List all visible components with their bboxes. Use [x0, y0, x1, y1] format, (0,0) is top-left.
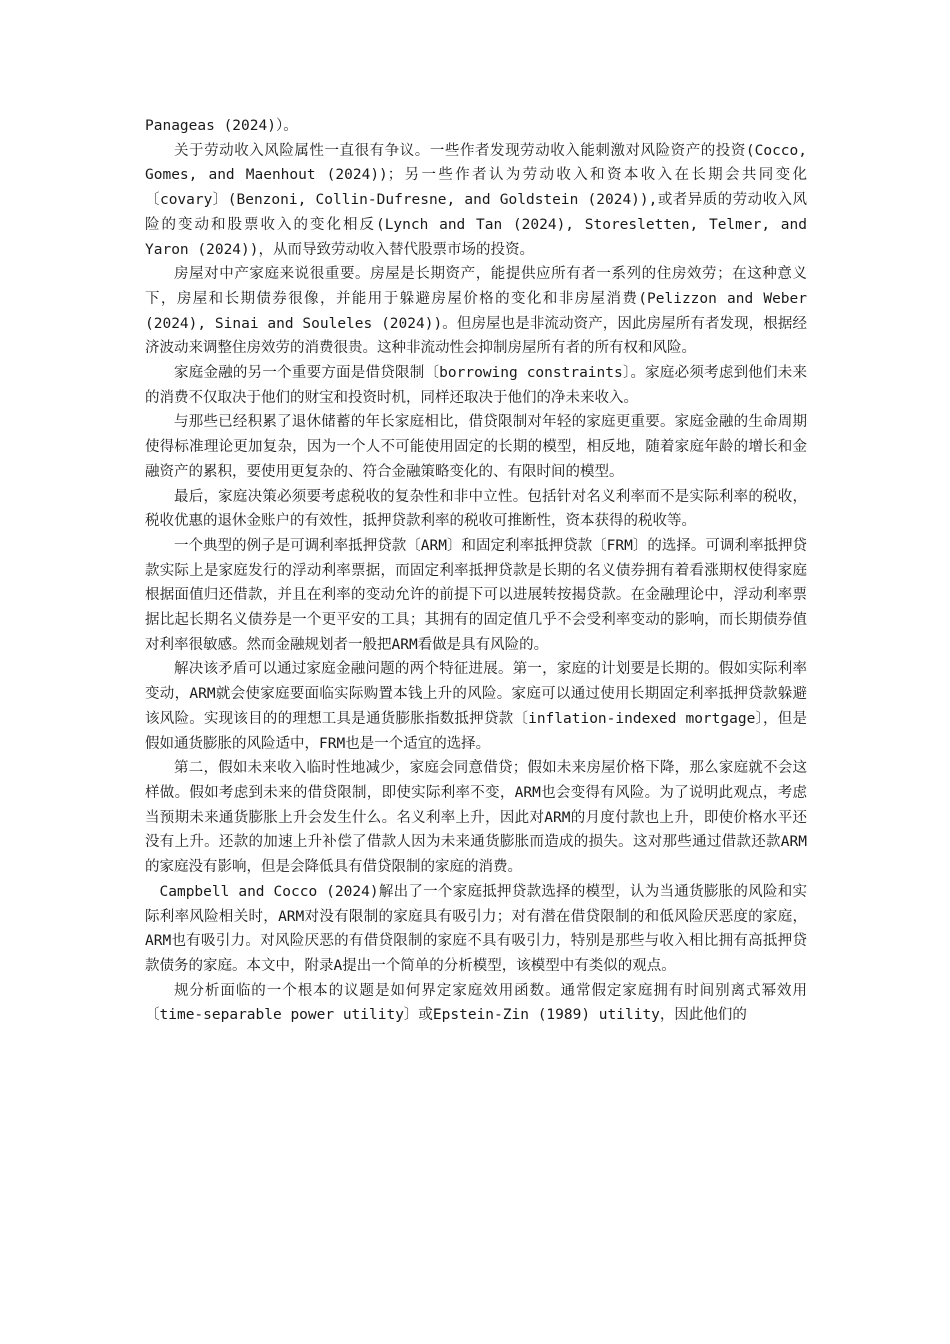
paragraph-utility-function: 规分析面临的一个根本的议题是如何界定家庭效用函数。通常假定家庭拥有时间别离式幂效用〔time-separable power utility〕或Epstein-Zin (1989) utility，因此他们的 [145, 982, 807, 1024]
paragraph-campbell-cocco: Campbell and Cocco (2024)解出了一个家庭抵押贷款选择的模型，认为当通货膨胀的风险和实际利率风险相关时，ARM对没有限制的家庭具有吸引力；对有潜在借贷限制的和低风险厌恶度的家庭，ARM也有吸引力。对风险厌恶的有借贷限制的家庭不具有吸引力，特别是那些与收入相比拥有高抵押贷款债务的家庭。本文中，附录A提出一个简单的分析模型，该模型中有类似的观点。 [145, 883, 807, 974]
paragraph-taxes: 最后，家庭决策必须要考虑税收的复杂性和非中立性。包括针对名义利率而不是实际利率的税收，税收优惠的退休金账户的有效性，抵押贷款利率的税收可推断性，资本获得的税收等。 [145, 488, 807, 530]
paragraph-arm-frm: 一个典型的例子是可调利率抵押贷款〔ARM〕和固定利率抵押贷款〔FRM〕的选择。可调利率抵押贷款实际上是家庭发行的浮动利率票据，而固定利率抵押贷款是长期的名义债券拥有着看涨期权使得家庭根据面值归还借款，并且在利率的变动允许的前提下可以进展转按揭贷款。在金融理论中，浮动利率票据比起长期名义债券是一个更平安的工具；其拥有的固定值几乎不会受利率变动的影响，而长期债券值对利率很敏感。然而金融规划者一般把ARM看做是具有风险的。 [145, 537, 807, 653]
paragraph-resolution-first: 解决该矛盾可以通过家庭金融问题的两个特征进展。第一，家庭的计划要是长期的。假如实际利率变动，ARM就会使家庭要面临实际购置本钱上升的风险。家庭可以通过使用长期固定利率抵押贷款躲避该风险。实现该目的的理想工具是通货膨胀指数抵押贷款〔inflation-indexed mortgage〕，但是假如通货膨胀的风险适中，FRM也是一个适宜的选择。 [145, 661, 807, 752]
paragraph-life-cycle: 与那些已经积累了退休储蓄的年长家庭相比，借贷限制对年轻的家庭更重要。家庭金融的生命周期使得标准理论更加复杂，因为一个人不可能使用固定的长期的模型，相反地，随着家庭年龄的增长和金融资产的累积，要使用更复杂的、符合金融策略变化的、有限时间的模型。 [145, 414, 807, 480]
paragraph-borrowing-constraints: 家庭金融的另一个重要方面是借贷限制〔borrowing constraints〕。家庭必须考虑到他们未来的消费不仅取决于他们的财宝和投资时机，同样还取决于他们的净未来收入。 [145, 365, 807, 406]
paragraph-continuation: Panageas (2024)）。 [145, 118, 298, 134]
document-body [145, 114, 807, 1028]
paragraph-labor-income-risk: 关于劳动收入风险属性一直很有争议。一些作者发现劳动收入能刺激对风险资产的投资(Cocco, Gomes, and Maenhout (2024))；另一些作者认为劳动收入和资本收入在长期会共同变化〔covary〕(Benzoni, Collin-Dufresne, and Goldstein (2024)),或者异质的劳动收入风险的变动和股票收入的变化相反(Lynch and Tan (2024), Storesletten, Telmer, and Yaron (2024))，从而导致劳动收入替代股票市场的投资。 [145, 142, 807, 258]
paragraph-resolution-second: 第二，假如未来收入临时性地减少，家庭会同意借贷；假如未来房屋价格下降，那么家庭就不会这样做。假如考虑到未来的借贷限制，即使实际利率不变，ARM也会变得有风险。为了说明此观点，考虑当预期未来通货膨胀上升会发生什么。名义利率上升，因此对ARM的月度付款也上升，即使价格水平还没有上升。还款的加速上升补偿了借款人因为未来通货膨胀而造成的损失。这对那些通过借款还款ARM的家庭没有影响，但是会降低具有借贷限制的家庭的消费。 [145, 760, 807, 876]
paragraph-housing: 房屋对中产家庭来说很重要。房屋是长期资产，能提供应所有者一系列的住房效劳；在这种意义下，房屋和长期债券很像，并能用于躲避房屋价格的变化和非房屋消费(Pelizzon and Weber (2024), Sinai and Souleles (2024))。但房屋也是非流动资产，因此房屋所有者发现，根据经济波动来调整住房效劳的消费很贵。这种非流动性会抑制房屋所有者的所有权和风险。 [145, 266, 807, 357]
